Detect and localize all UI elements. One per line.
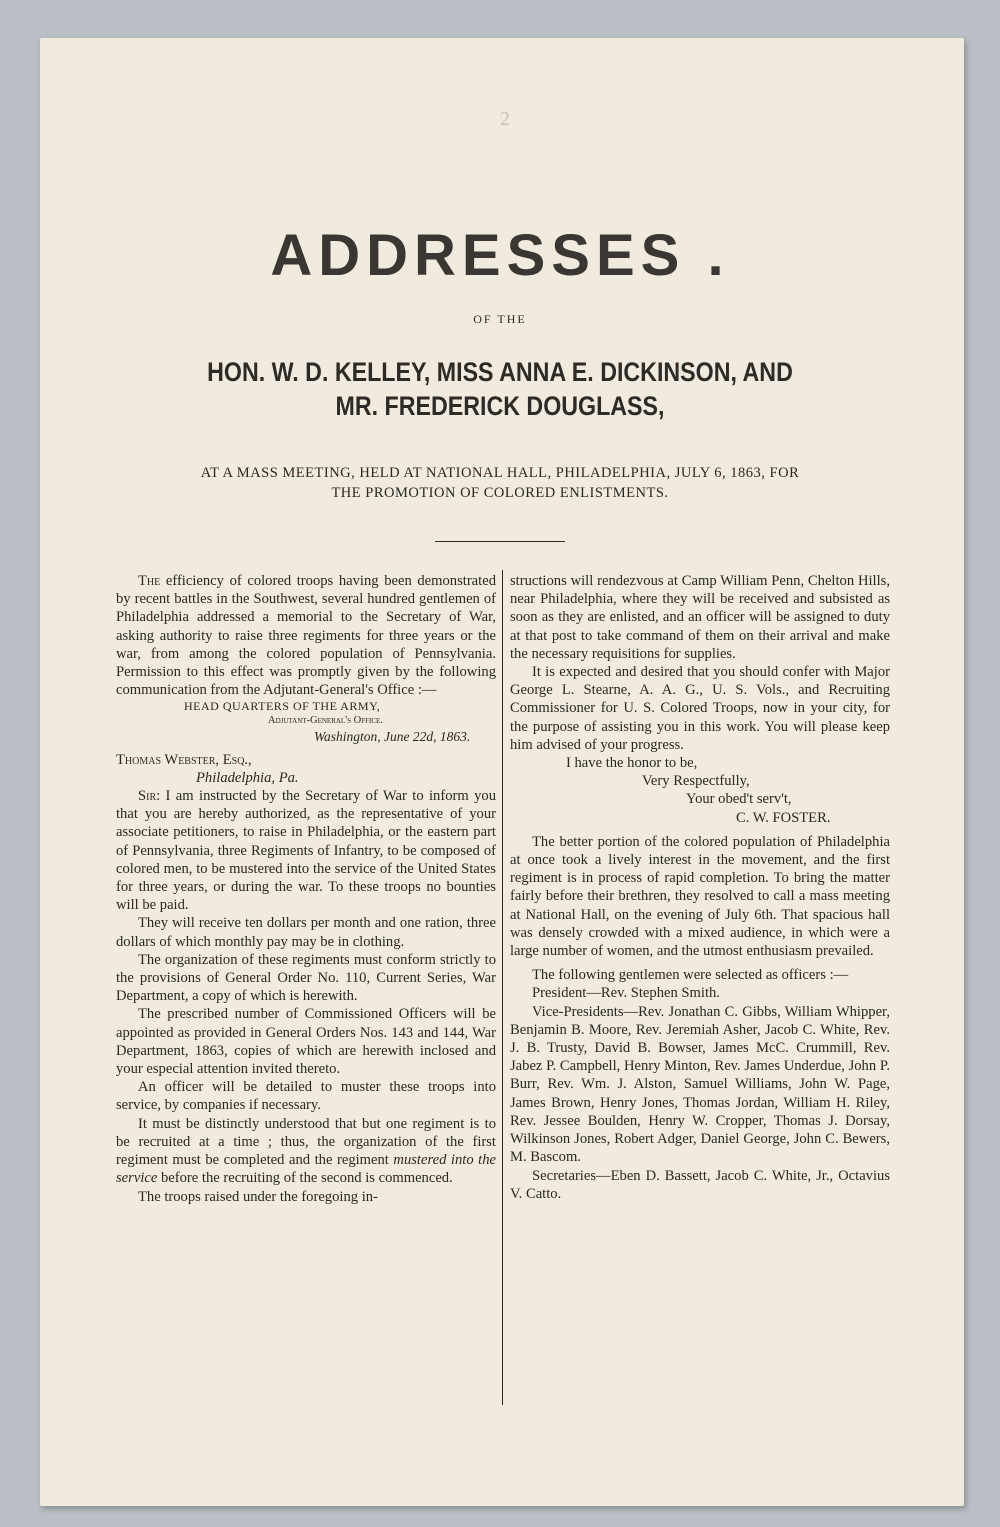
letter-paragraph-6-c: before the recruiting of the second is commenced. (157, 1170, 453, 1187)
officers-intro: The following gentlemen were selected as officers :— (532, 967, 849, 984)
speaker-names-line-2: MR. FREDERICK DOUGLASS, (335, 391, 665, 421)
title-divider (435, 541, 565, 542)
letter-closing-2: Very Respectfully, (642, 773, 750, 790)
letter-addressee-city: Philadelphia, Pa. (196, 769, 299, 786)
meeting-line-1: AT A MASS MEETING, HELD AT NATIONAL HALL, PHILADELPHIA, JULY 6, 1863, FOR (200, 465, 800, 481)
letter-closing-1: I have the honor to be, (566, 755, 698, 772)
intro-paragraph (116, 572, 496, 699)
narrative-paragraph: The better portion of the colored population of Philadelphia at once took a lively interest in the movement, and the first regiment is in process of rapid completion. To bring the matter fairly before their brethren, they resolved to call a mass meeting at National Hall, on the evening of July 6th. That spacious hall was densely crowded with a mixed audience, in which were a large number of women, and the utmost enthusiasm prevailed. (510, 833, 890, 960)
meeting-line-2: THE PROMOTION OF COLORED ENLISTMENTS. (331, 485, 669, 501)
letter-paragraph-6 (116, 1115, 496, 1188)
letter-signature: C. W. FOSTER. (736, 809, 831, 826)
letter-heading-2: Adjutant-General's Office. (268, 715, 383, 727)
speaker-names (70, 355, 930, 423)
intro-text: efficiency of colored troops having been demonstrated by recent battles in the Southwest, several hundred gentlemen of Philadelphia addressed a memorial to the Secretary of War, asking authority to raise three regiments for three years or the war, from among the colored population of Pennsylvania. Permission to this effect was promptly given by the following communication from the Adjutant-General's Office :— (116, 573, 496, 699)
officers-secretaries: Secretaries—Eben D. Bassett, Jacob C. White, Jr., Octavius V. Catto. (510, 1167, 890, 1202)
page-number: 2 (500, 108, 510, 130)
letter-paragraph-7: The troops raised under the foregoing in- (138, 1188, 378, 1205)
letter-paragraph-4: The prescribed number of Commissioned Officers will be appointed as provided in General Orders Nos. 143 and 144, War Department, 1863, copies of which are herewith inclosed and your especial attention invited thereto. (116, 1006, 496, 1078)
letter-paragraph-5: An officer will be detailed to muster these troops into service, by companies if necessary. (116, 1079, 496, 1114)
right-column (510, 572, 890, 1203)
letter-closing-3: Your obed't serv't, (686, 791, 792, 808)
letter-paragraph-2: They will receive ten dollars per month and one ration, three dollars of which monthly pay may be in clothing. (116, 915, 496, 950)
letter-paragraph-3: The organization of these regiments must conform strictly to the provisions of General Order No. 110, Current Series, War Department, a copy of which is herewith. (116, 951, 496, 1005)
document-title: ADDRESSES . (270, 223, 730, 288)
of-the-line: OF THE (473, 312, 527, 326)
speaker-names-line-1: HON. W. D. KELLEY, MISS ANNA E. DICKINSON, AND (207, 357, 793, 387)
letter-salutation: Sir: (138, 788, 161, 805)
column-divider (502, 570, 503, 1405)
officers-vice-presidents: Vice-Presidents—Rev. Jonathan C. Gibbs, William Whipper, Benjamin B. Moore, Rev. Jeremiah Asher, Jacob C. White, Rev. J. B. Trusty, David B. Bowser, James McC. Crummill, Rev. Jabez P. Campbell, Henry Minton, Rev. James Underdue, John P. Burr, Rev. Wm. J. Alston, Samuel Williams, John W. Page, James Brown, Henry Jones, Thomas Jordan, William H. Riley, Rev. Jessee Boulden, Henry W. Cropper, Thomas J. Dorsay, Wilkinson Jones, Robert Adger, Daniel George, John C. Bewers, M. Bascom. (510, 1003, 890, 1166)
letter-paragraph-1-text: I am instructed by the Secretary of War to inform you that you are hereby authorized, as the representative of your associate petitioners, to raise in Philadelphia, or the eastern part of Pennsylvania, three Regiments of Infantry, to be composed of colored men, to be mustered into the service of the United States for three years, or during the war. To these troops no bounties will be paid. (116, 788, 496, 914)
letter-paragraph-6-a: It must be distinctly understood that but one regiment is to be recruited at a time ; thus, the organization of the first regiment must be completed and the regiment (116, 1115, 496, 1169)
letter-date: Washington, June 22d, 1863. (314, 729, 471, 745)
letter-addressee: Thomas Webster, Esq., (116, 751, 252, 768)
letter-continuation: structions will rendezvous at Camp William Penn, Chelton Hills, near Philadelphia, where they will be received and subsisted as soon as they are enlisted, and an officer will be assigned to duty at that post to take command of them on their arrival and make the necessary requisitions for supplies. (510, 573, 890, 662)
officers-president: President—Rev. Stephen Smith. (532, 985, 720, 1002)
meeting-description (0, 463, 1000, 503)
letter-paragraph-6-emphasis: mustered into the service (116, 1152, 496, 1187)
letter-paragraph-1 (116, 787, 496, 914)
intro-first-word: The (138, 573, 161, 589)
left-column (116, 572, 496, 1206)
letter-heading-1: HEAD QUARTERS OF THE ARMY, (184, 699, 381, 714)
letter-paragraph-8: It is expected and desired that you should confer with Major George L. Stearne, A. A. G., U. S. Vols., and Recruiting Commissioner for U. S. Colored Troops, now in your city, for the purpose of assisting you in this work. You will please keep him advised of your progress. (510, 664, 890, 753)
